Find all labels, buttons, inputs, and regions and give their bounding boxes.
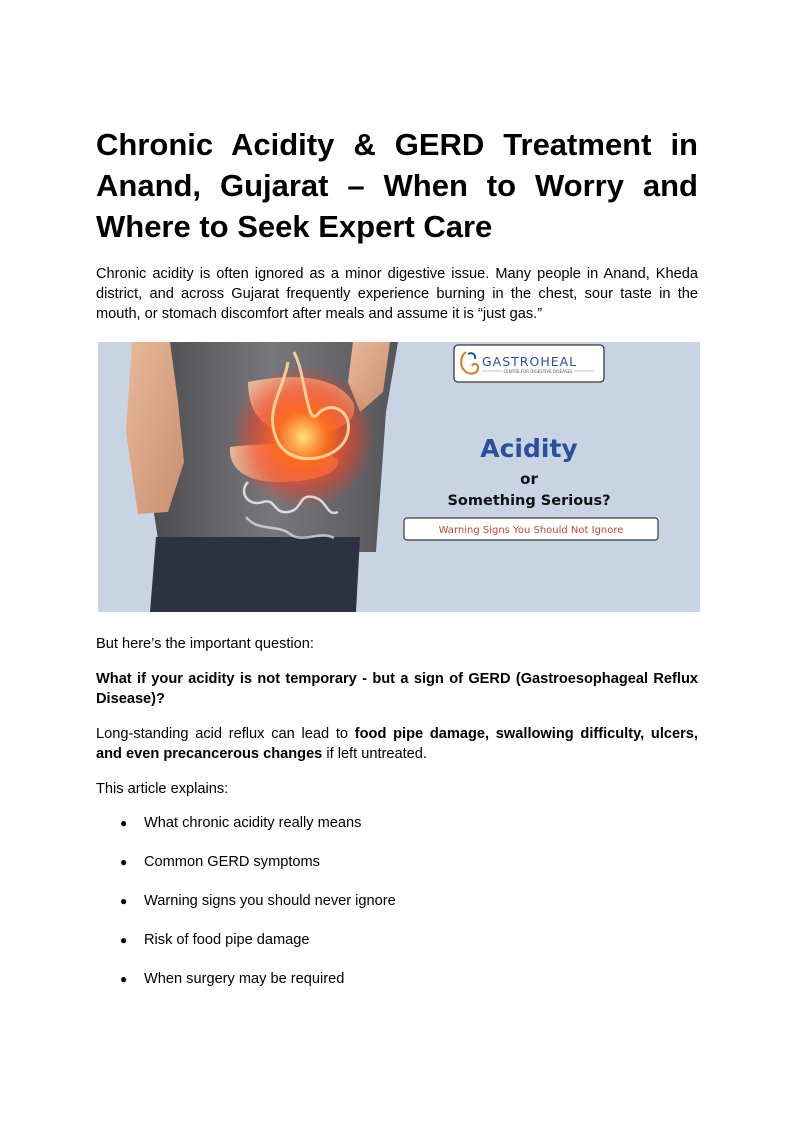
list-item	[96, 969, 698, 1008]
list-item	[96, 930, 698, 969]
bullet-icon: ●	[120, 816, 128, 830]
longstanding-suffix: if left untreated.	[322, 746, 427, 762]
explains-intro: This article explains:	[96, 781, 229, 797]
hero-headline: Acidity	[480, 434, 578, 463]
gerd-question: What if your acidity is not temporary - but a sign of GERD (Gastroesophageal Reflux Disease)?	[96, 671, 698, 707]
list-item-text: When surgery may be required	[144, 971, 345, 987]
longstanding-bold: food pipe damage, swallowing difficulty, ulcers, and even precancerous changes	[96, 726, 698, 762]
intro-paragraph: Chronic acidity is often ignored as a minor digestive issue. Many people in Anand, Kheda district, and across Gujarat frequently experience burning in the chest, sour taste in the mouth, or stomach discomfort after meals and assume it is “just gas.”	[96, 266, 698, 322]
list-item-text: Warning signs you should never ignore	[144, 893, 396, 909]
longstanding-paragraph	[96, 724, 698, 764]
bullet-icon: ●	[120, 894, 128, 908]
gastroheal-logo	[454, 345, 604, 382]
list-item	[96, 813, 698, 852]
topics-list	[96, 813, 698, 1008]
list-item-text: Risk of food pipe damage	[144, 932, 310, 948]
list-item	[96, 852, 698, 891]
hero-banner-image	[98, 342, 700, 612]
warning-badge-text: Warning Signs You Should Not Ignore	[438, 525, 624, 536]
article-title: Chronic Acidity & GERD Treatment in Anand, Gujarat – When to Worry and Where to Seek Expert Care	[96, 127, 698, 244]
bullet-icon: ●	[120, 933, 128, 947]
list-item-text: Common GERD symptoms	[144, 854, 320, 870]
bullet-icon: ●	[120, 855, 128, 869]
hero-connector: or	[520, 470, 538, 488]
longstanding-prefix: Long-standing acid reflux can lead to	[96, 726, 355, 742]
logo-name: GASTROHEAL	[482, 354, 578, 369]
question-intro: But here’s the important question:	[96, 636, 314, 652]
hero-banner-graphic	[98, 342, 700, 612]
hero-subheadline: Something Serious?	[447, 493, 611, 509]
bullet-icon: ●	[120, 972, 128, 986]
list-item-text: What chronic acidity really means	[144, 815, 362, 831]
warning-badge	[404, 518, 658, 540]
logo-tagline: CENTRE FOR DIGESTIVE DISEASES	[503, 369, 573, 374]
list-item	[96, 891, 698, 930]
